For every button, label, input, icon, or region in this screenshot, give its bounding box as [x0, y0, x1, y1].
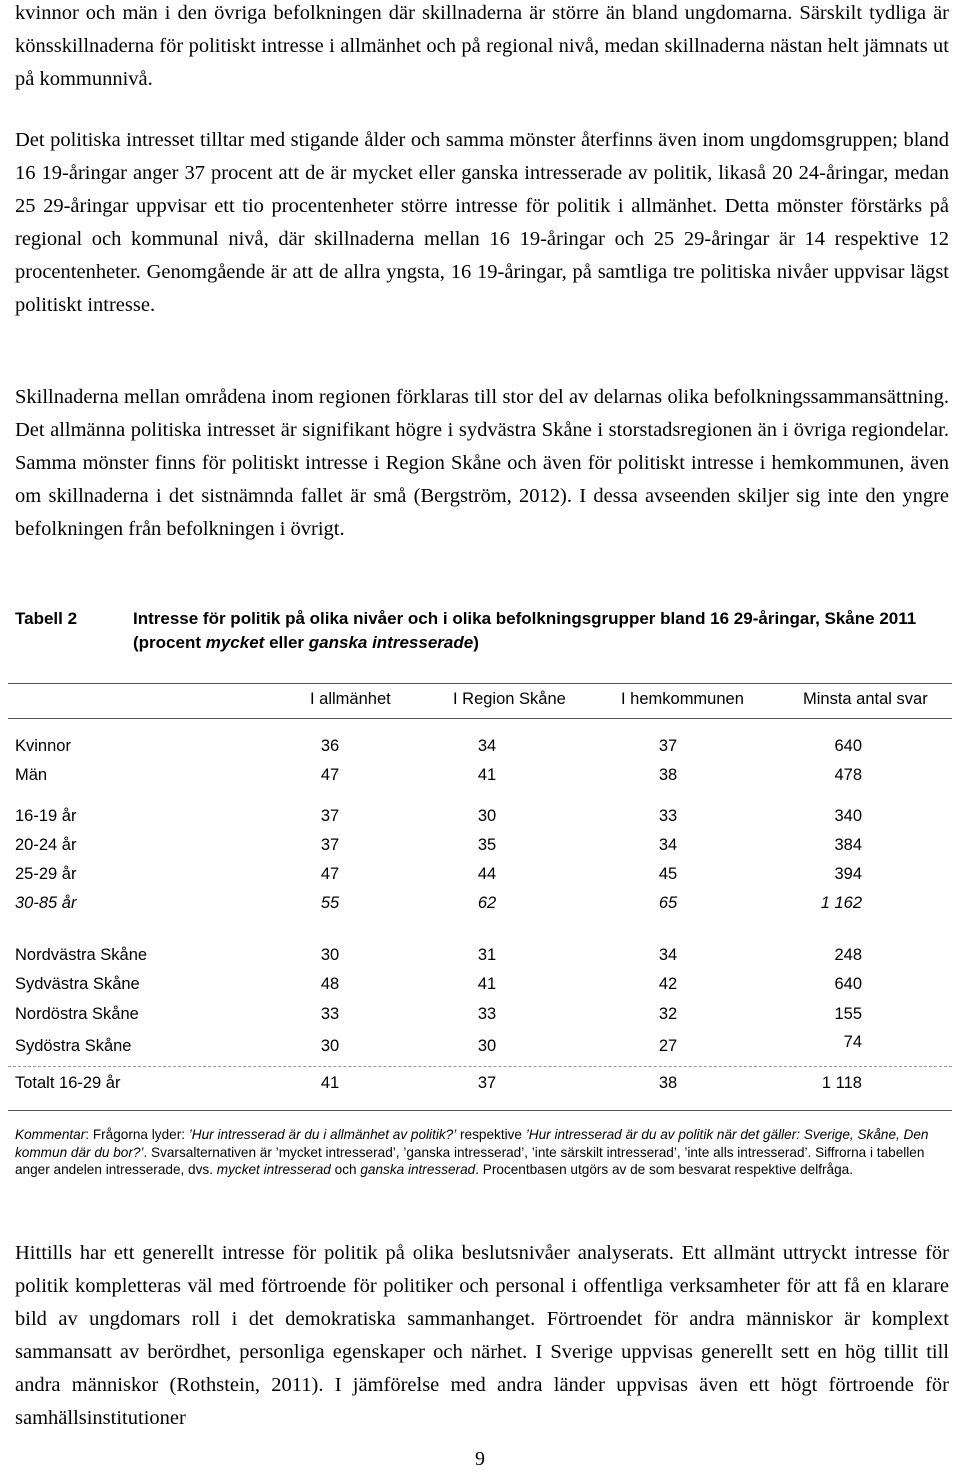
table-row: 16-19 år 37 30 33 340	[15, 807, 862, 825]
header-minsta-svar: Minsta antal svar	[803, 690, 928, 708]
table-row: 25-29 år 47 44 45 394	[15, 865, 862, 883]
table-top-rule	[8, 683, 952, 684]
header-hemkommun: I hemkommunen	[621, 690, 744, 708]
table-bottom-rule	[8, 1110, 952, 1111]
table-row: Sydvästra Skåne 48 41 42 640	[15, 975, 862, 993]
table-row: Totalt 16-29 år 41 37 38 1 118	[15, 1074, 862, 1092]
table-note: Kommentar: Frågorna lyder: ’Hur intresserad är du i allmänhet av politik?’ respektive ’Hur intresserad är du av politik när det gäller: Sverige, Skåne, Den kommun där du bor?’. Svarsalternativen är ’mycket intresserad’, ’ganska intresserad’, ’inte särskilt intresserad’, ’inte alls intresserad’. Siffrorna i tabellen anger andelen intresserade, dvs. mycket intresserad och ganska intresserad. Procentbasen utgörs av de som besvarat respektive delfråga.	[15, 1127, 929, 1177]
page-number: 9	[475, 1448, 485, 1470]
table-row: Nordöstra Skåne 33 33 32 155	[15, 1005, 862, 1023]
table-label: Tabell 2	[15, 609, 78, 628]
table-row: 30-85 år 55 62 65 1 162	[15, 894, 862, 912]
header-allmanhet: I allmänhet	[310, 690, 391, 708]
table-row: Kvinnor 36 34 37 640	[15, 737, 862, 755]
table-total-rule	[8, 1066, 952, 1067]
table-header-rule	[8, 718, 952, 719]
paragraph-regions: Skillnaderna mellan områdena inom regionen förklaras till stor del av delarnas olika befolkningssammansättning. Det allmänna politiska intresset är signifikant högre i sydvästra Skåne i storstadsregionen än i övriga regiondelar. Samma mönster finns för politiskt intresse i Region Skåne och även för politiskt intresse i hemkommunen, även om skillnaderna i det sistnämnda fallet är små (Bergström, 2012). I dessa avseenden skiljer sig inte den yngre befolkningen från befolkningen i övrigt.	[15, 386, 949, 540]
table-row: Sydöstra Skåne 30 30 27 74	[15, 1033, 862, 1055]
table-title: Intresse för politik på olika nivåer och i olika befolkningsgrupper bland 16 29-åringar, Skåne 2011 (procent mycket eller ganska intresserade)	[133, 609, 917, 652]
paragraph-age: Det politiska intresset tilltar med stigande ålder och samma mönster återfinns även inom ungdomsgruppen; bland 16 19-åringar anger 37 procent att de är mycket eller ganska intresserade av politik, likaså 20 24-åringar, medan 25 29-åringar uppvisar ett tio procentenheter större intresse för politik i allmänhet. Detta mönster förstärks på regional och kommunal nivå, där skillnaderna mellan 16 19-åringar och 25 29-åringar är 14 respektive 12 procentenheter. Genomgående är att de allra yngsta, 16 19-åringar, på samtliga tre politiska nivåer uppvisar lägst politiskt intresse.	[15, 129, 949, 316]
table-row: Nordvästra Skåne 30 31 34 248	[15, 946, 862, 964]
table-row: 20-24 år 37 35 34 384	[15, 836, 862, 854]
paragraph-trust: Hittills har ett generellt intresse för politik på olika beslutsnivåer analyserats. Ett allmänt uttryckt intresse för politik kompletteras väl med förtroende för politiker och personal i offentliga verksamheter för att få en klarare bild av ungdomars roll i det demokratiska sammanhanget. Förtroendet för andra människor är komplext sammansatt av berördhet, personliga egenskaper och närhet. I Sverige uppvisas generellt sett en hög tillit till andra människor (Rothstein, 2011). I jämförelse med andra länder uppvisas även ett högt förtroende för samhällsinstitutioner	[15, 1242, 949, 1429]
table-row: Män 47 41 38 478	[15, 766, 862, 784]
header-region: I Region Skåne	[453, 690, 566, 708]
paragraph-intro: kvinnor och män i den övriga befolkningen där skillnaderna är större än bland ungdomarna. Särskilt tydliga är könsskillnaderna för politiskt intresse i allmänhet och på regional nivå, medan skillnaderna nästan helt jämnats ut på kommunnivå.	[15, 2, 949, 90]
